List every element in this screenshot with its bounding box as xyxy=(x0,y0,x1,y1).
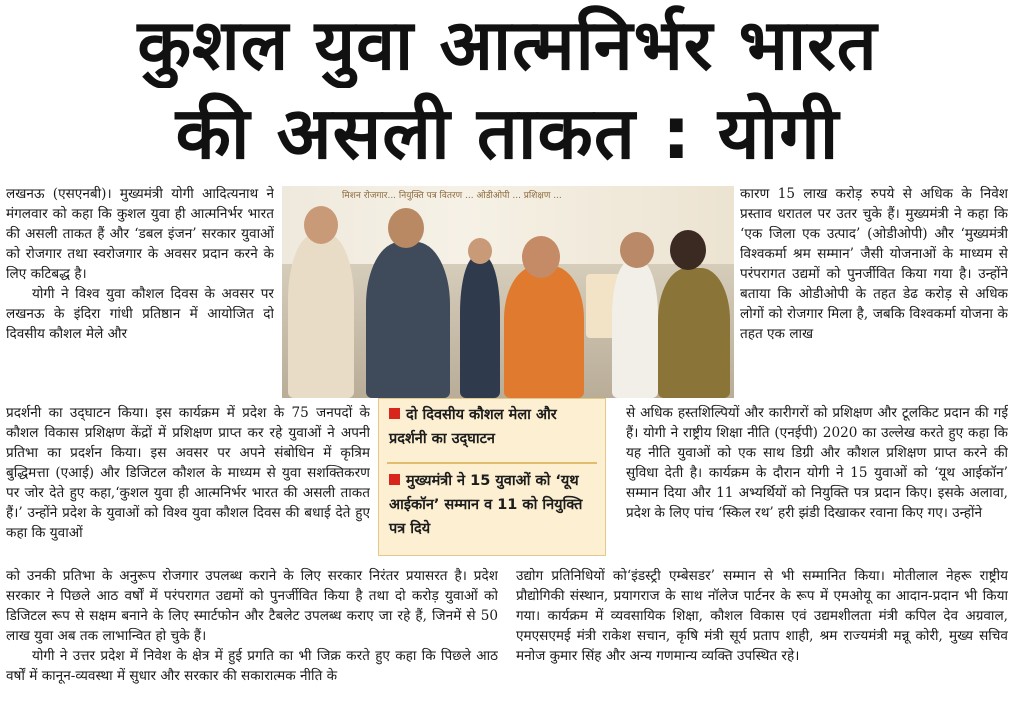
article-left-mid xyxy=(6,403,370,563)
bullet-square-icon xyxy=(389,474,400,485)
person-head xyxy=(670,230,706,270)
headline-line-1: कुशल युवा आत्मनिर्भर भारत xyxy=(137,4,878,86)
highlight-text: मुख्यमंत्री ने 15 युवाओं को ‘यूथ आईकॉन’ सम्मान व 11 को नियुक्ति पत्र दिये xyxy=(389,473,583,537)
article-paragraph: को उनकी प्रतिभा के अनुरूप रोजगार उपलब्ध कराने के लिए सरकार निरंतर प्रयासरत है। प्रदेश सरकार ने पिछले आठ वर्षों में परंपरागत उद्यमों को पुनर्जीवित किया है तथा दो करोड़ युवाओं को डिजिटल रूप से सक्षम बनाने के लिए स्मार्टफोन और टैबलेट उपलब्ध कराए जा रहे हैं, जिनमें से 50 लाख युवा अब तक लाभान्वित हो चुके हैं। xyxy=(6,568,498,644)
bullet-square-icon xyxy=(389,408,400,419)
article-left-bottom xyxy=(6,566,498,715)
highlight-item-2 xyxy=(389,469,599,541)
article-paragraph: लखनऊ (एसएनबी)। मुख्यमंत्री योगी आदित्यनाथ ने मंगलवार को कहा कि कुशल युवा ही आत्मनिर्भर भारत की असली ताकत हैं और ‘डबल इंजन’ सरकार युवाओं को रोजगार तथा स्वरोजगार के अवसर प्रदान करने के लिए कटिबद्ध है। xyxy=(6,186,274,282)
person-head xyxy=(522,236,560,278)
person-head xyxy=(468,238,492,264)
article-paragraph: से अधिक हस्तशिल्पियों और कारीगरों को प्रशिक्षण और टूलकिट प्रदान की गई हैं। योगी ने राष्ट्रीय शिक्षा नीति (एनईपी) 2020 का उल्लेख करते हुए कहा कि यह नीति युवाओं को एक साथ डिग्री और कौशल प्रशिक्षण प्राप्त करने की सुविधा देती है। कार्यक्रम के दौरान योगी ने 15 युवाओं को ‘यूथ आईकॉन’ सम्मान दिया और 11 अभ्यर्थियों को नियुक्ति पत्र प्रदान किए। इसके अलावा, प्रदेश के लिए पांच ‘स्किल रथ’ हरी झंडी दिखाकर रवाना किए गए। उन्होंने xyxy=(626,405,1008,521)
article-paragraph: योगी ने उत्तर प्रदेश में निवेश के क्षेत्र में हुई प्रगति का भी जिक्र करते हुए कहा कि पिछले आठ वर्षों में कानून-व्यवस्था में सुधार और सरकार की सकारात्मक नीति के xyxy=(6,648,498,684)
person-figure xyxy=(288,234,354,398)
highlight-item-1 xyxy=(389,403,599,451)
divider xyxy=(387,462,597,464)
person-figure xyxy=(366,242,450,398)
article-paragraph: प्रदर्शनी का उद्‌घाटन किया। इस कार्यक्रम में प्रदेश के 75 जनपदों के कौशल विकास प्रशिक्षण केंद्रों में प्रशिक्षण प्राप्त कर रहे युवाओं ने अपनी प्रतिभा का प्रदर्शन किया। इस अवसर पर अपने संबोधिन में कृत्रिम बुद्धिमत्ता (एआई) और डिजिटल कौशल के माध्यम से युवा सशक्तिकरण पर जोर देते हुए कहा,‘कुशल युवा ही आत्मनिर्भर भारत की असली ताकत हैं।’ उन्होंने प्रदेश के युवाओं को विश्व युवा कौशल दिवस की बधाई देते हुए कहा कि युवाओं xyxy=(6,405,370,541)
article-right-bottom xyxy=(516,566,1008,715)
news-photo xyxy=(282,186,734,398)
article-paragraph: योगी ने विश्व युवा कौशल दिवस के अवसर पर लखनऊ के इंदिरा गांधी प्रतिष्ठान में आयोजित दो दिवसीय कौशल मेले और xyxy=(6,286,274,342)
person-figure-saffron xyxy=(504,266,584,398)
person-figure xyxy=(612,260,658,398)
article-right-top xyxy=(740,184,1008,400)
article-right-mid xyxy=(626,403,1008,563)
article-paragraph: उद्योग प्रतिनिधियों को‘इंडस्ट्री एम्बेसडर’ सम्मान से भी सम्मानित किया। मोतीलाल नेहरू राष्ट्रीय प्रौद्योगिकी संस्थान, प्रयागराज के साथ नॉलेज पार्टनर के रूप में एमओयू का आदान-प्रदान भी किया गया। कार्यक्रम में व्यवसायिक शिक्षा, कौशल विकास एवं उद्यमशीलता मंत्री कपिल देव अग्रवाल, एमएसएमई मंत्री राकेश सचान, कृषि मंत्री सूर्य प्रताप शाही, श्रम राज्यमंत्री मन्नू कोरी, मुख्य सचिव मनोज कुमार सिंह और अन्य गणमान्य व्यक्ति उपस्थित रहे। xyxy=(516,568,1008,664)
person-head xyxy=(388,208,424,248)
person-head xyxy=(620,232,654,268)
person-figure-olive xyxy=(658,268,730,398)
headline-line-2: की असली ताकत : योगी xyxy=(175,91,840,175)
backdrop-text: मिशन रोजगार... नियुक्ति पत्र वितरण ... ओडीओपी ... प्रशिक्षण ... xyxy=(342,191,562,201)
article-left-top xyxy=(6,184,274,400)
person-figure xyxy=(460,256,500,398)
person-head xyxy=(304,206,338,244)
article-paragraph: कारण 15 लाख करोड़ रुपये से अधिक के निवेश प्रस्ताव धरातल पर उतर चुके हैं। मुख्यमंत्री ने कहा कि ‘एक जिला एक उत्पाद’ (ओडीओपी) और ‘मुख्यमंत्री विश्वकर्मा श्रम सम्मान’ जैसी योजनाओं के माध्यम से परंपरागत उद्यमों को पुनर्जीवित किया गया है। उन्होंने बताया कि ओडीओपी के तहत डेढ करोड़ से अधिक लोगों को रोजगार मिला है, जबकि विश्वकर्मा योजना के तहत एक लाख xyxy=(740,186,1008,342)
highlight-text: दो दिवसीय कौशल मेला और प्रदर्शनी का उद्‌घाटन xyxy=(389,407,557,447)
highlight-box xyxy=(378,398,606,556)
